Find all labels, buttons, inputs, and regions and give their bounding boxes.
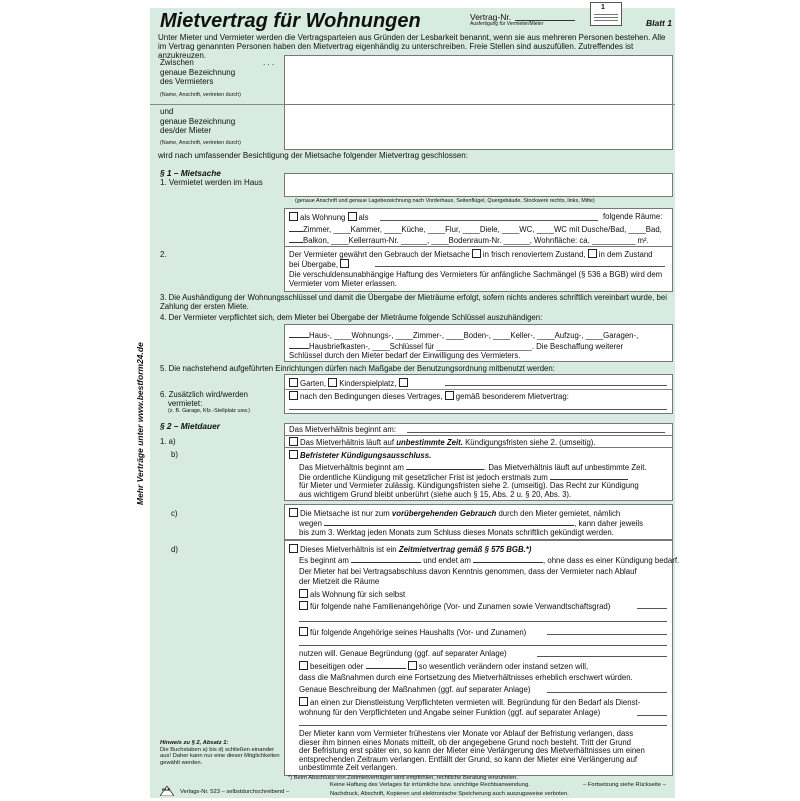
item-1-label: 1. Vermietet werden im Haus: [160, 178, 263, 187]
d-opt-1: als Wohnung für sich selbst: [299, 589, 405, 599]
zwischen-label: Zwischen: [160, 58, 194, 67]
keys-line-1: Haus-, ____Wohnungs-, ____Zimmer-, ____Boden-, ____Keller-, ____Aufzug-, ____Garagen-,: [289, 330, 638, 340]
d-beseitigen-checkbox[interactable]: [299, 661, 308, 670]
mieter-label-2: des/der Mieter: [160, 126, 212, 135]
option-a-checkbox[interactable]: [289, 437, 298, 446]
rooms-line-1: Zimmer, ____Kammer, ____Küche, ____Flur, ____Diele, ____WC, ____WC mit Dusche/Bad, ____Bad,: [289, 224, 662, 234]
zustand-checkbox[interactable]: [588, 249, 597, 258]
d-dienst-checkbox[interactable]: [299, 697, 308, 706]
address-field[interactable]: [284, 173, 673, 197]
ausfertigung-note: Ausfertigung für Vermieter/Mieter: [470, 21, 544, 27]
d-opt-3: für folgende Angehörige seines Haushalts (Vor- und Zunamen): [299, 627, 526, 637]
option-d-checkbox[interactable]: [289, 544, 298, 553]
section-1-heading: § 1 – Mietsache: [160, 168, 221, 178]
b-kuendigung-field[interactable]: [550, 472, 628, 480]
address-hint: (genaue Anschrift und genaue Lagebezeichnung nach Vorderhaus, Seitenflügel, Quergebäude, Stockwerk rechts, links, Mitte): [295, 198, 595, 204]
other-state-checkbox[interactable]: [340, 259, 349, 268]
keys-line-3: Schlüssel durch den Mieter bedarf der Einwilligung des Vermieters.: [289, 351, 521, 360]
item-2-label: 2.: [160, 250, 167, 259]
nachdruck-note: Nachdruck, Abschrift, Kopieren und elektronische Speicherung auch auszugsweise verboten.: [330, 791, 569, 797]
renoviert-checkbox[interactable]: [472, 249, 481, 258]
mieter-field[interactable]: [284, 104, 673, 150]
d-massnahmen: dass die Maßnahmen durch eine Fortsetzung des Mietverhältnisses erheblich erschwert würden.: [299, 673, 633, 682]
zusatz-field[interactable]: [289, 409, 667, 410]
als-checkbox[interactable]: [348, 212, 357, 221]
vermieter-hint: (Name, Anschrift, vertreten durch): [160, 92, 241, 98]
gebrauch-box: [284, 246, 673, 292]
d-opt-3-field[interactable]: [547, 634, 667, 635]
d-final-text: Der Mieter kann vom Vermieter frühestens vier Monate vor Ablauf der Befristung verlangen, dass dieser ihm binnen eines Monats mitteilt, ob der angegebene Grund noch besteht. Tritt der Grund der Befristung erst später ein, so kann der Mieter eine Verlängerung des Mietverhältnisses um einen entsprechenden Zeitraum verlangen. Entfällt der Grund, so kann der Mieter eine Verlängerung auf unbestimmte Zeit verlangen.: [299, 729, 645, 773]
option-b-line-3: für Mieter und Vermieter zulässig. Kündigungsfristen siehe 2. (umseitig). Das Recht zur Kündigung: [299, 481, 639, 490]
option-d-line-2: Es beginnt am und endet am , ohne dass es einer Kündigung bedarf.: [299, 556, 680, 565]
vermieter-label-1: genaue Bezeichnung: [160, 68, 236, 77]
page-title: Mietvertrag für Wohnungen: [160, 10, 421, 32]
kinderspielplatz-checkbox[interactable]: [328, 378, 337, 387]
d-nutzen-field[interactable]: [537, 656, 667, 657]
option-b-box: [284, 447, 673, 501]
vertrag-nr-label: Vertrag-Nr.: [470, 12, 512, 22]
garten-checkbox[interactable]: [289, 378, 298, 387]
einrichtung-field[interactable]: [445, 385, 667, 386]
d-dienst-field[interactable]: [637, 715, 667, 716]
d-dienst-1: an einen zur Dienstleistung Verpflichteten vermieten will. Begründung für den Bedarf als Dienst-: [299, 697, 640, 707]
option-d-line-3: Der Mieter hat bei Vertragsabschluss davon Kenntnis genommen, dass der Vermieter nach Ablauf: [299, 567, 637, 576]
item-6-hint: (z. B. Garage, Kfz.-Stellplatz usw.): [168, 408, 251, 414]
besonderem-checkbox[interactable]: [445, 391, 454, 400]
section-2-heading: § 2 – Mietdauer: [160, 421, 220, 431]
als-wohnung-checkbox[interactable]: [289, 212, 298, 221]
und-label: und: [160, 107, 174, 116]
d-end-field[interactable]: [473, 555, 543, 563]
mieter-hint: (Name, Anschrift, vertreten durch): [160, 140, 241, 146]
d-start-field[interactable]: [351, 555, 421, 563]
copy-tray-icon: 1: [590, 2, 622, 26]
fortsetzung-note: – Fortsetzung siehe Rückseite –: [583, 782, 666, 788]
option-a-line: Das Mietverhältnis läuft auf unbestimmte Zeit. Kündigungsfristen siehe 2. (umseitig).: [289, 437, 596, 447]
beginnt-label: Das Mietverhältnis beginnt am:: [289, 425, 397, 434]
beginn-field[interactable]: [407, 432, 665, 433]
option-d-box: [284, 540, 680, 776]
d-opt-2-field[interactable]: [637, 608, 667, 609]
keys-line-2: Hausbriefkasten-, ____Schlüssel für ______________________. Die Beschaffung weiterer: [289, 341, 623, 351]
option-d-line-1: Dieses Mietverhältnis ist ein Zeitmietvertrag gemäß § 575 BGB.*): [289, 544, 531, 554]
item-6-label-2: vermietet:: [168, 399, 203, 408]
option-b-line-1: Das Mietverhältnis beginnt am . Das Mietverhältnis läuft auf unbestimmte Zeit.: [299, 463, 647, 472]
keys-box: [284, 324, 673, 362]
item-6-label-1: 6. Zusätzlich wird/werden: [160, 390, 248, 399]
d-dienst-2: wohnung für den Verpflichteten und Angabe seiner Funktion (ggf. auf separater Anlage): [299, 708, 601, 717]
d-opt-3-checkbox[interactable]: [299, 627, 308, 636]
d-veraendern-checkbox[interactable]: [408, 661, 417, 670]
option-c-line-3: bis zum 3. Werktag jeden Monats zum Schluss dieses Monats schriftlich gekündigt werden.: [299, 528, 614, 537]
verlag-nr: Verlags-Nr. 523 – selbstdurchschreibend –: [180, 789, 290, 795]
d-opt-2: für folgende nahe Familienangehörige (Vor- und Zunamen sowie Verwandtschaftsgrad): [299, 601, 610, 611]
item-4-text: 4. Der Vermieter verpflichtet sich, dem Mieter bei Übergabe der Mieträume folgende Schlüssel auszuhändigen:: [160, 313, 543, 322]
d-opt-2-field-2[interactable]: [299, 621, 667, 622]
side-text: Mehr Verträge unter www.bestform24.de: [135, 342, 145, 505]
b-start-field[interactable]: [406, 462, 484, 470]
als-field[interactable]: [380, 220, 598, 221]
conclusion-text: wird nach umfassender Besichtigung der Mietsache folgender Mietvertrag geschlossen:: [158, 151, 468, 160]
option-c-checkbox[interactable]: [289, 508, 298, 517]
item-3-text: 3. Die Aushändigung der Wohnungsschlüssel und damit die Übergabe der Mieträume erfolgt, sofern nichts anderes schriftlich vereinbart wurde, bei Zahlung der ersten Miete.: [160, 293, 667, 311]
einrichtungen-box: [284, 374, 673, 414]
rooms-line-2: Balkon, ____Kellerraum-Nr. ______, ____Bodenraum-Nr. ______, Wohnfläche: ca. __________ m².: [289, 235, 649, 245]
uebergabe-field[interactable]: [375, 266, 665, 267]
dots: . . .: [263, 58, 275, 67]
intro-text: Unter Mieter und Vermieter werden die Vertragsparteien aus Gründen der Lesbarkeit benannt, wenn sie aus mehreren Personen bestehen. Alle im Vertrag genannten Personen haben den Mietvertrag eigenhändig zu unterschreiben. Freie Stellen sind auszufüllen. Zutreffendes ist anzukreuzen.: [158, 33, 666, 61]
hinweis-note: Hinweis zu § 2, Absatz 1: Die Buchstaben a) bis d) schließen einander aus! Daher kann nur eine dieser Möglichkeiten gewählt werden.: [160, 740, 280, 766]
mieter-label-1: genaue Bezeichnung: [160, 117, 236, 126]
vermieter-field[interactable]: [284, 55, 673, 105]
a-label: 1. a): [160, 437, 176, 446]
d-nutzen: nutzen will. Genaue Begründung (ggf. auf separater Anlage): [299, 649, 507, 658]
d-dienst-field-2[interactable]: [299, 725, 667, 726]
folgende-raeume-label: folgende Räume:: [603, 212, 663, 221]
haftung-text: Die verschuldensunabhängige Haftung des Vermieters für anfängliche Sachmängel (§ 536 a BGB) wird dem Vermieter vom Mieter erlassen.: [289, 270, 663, 288]
option-b-checkbox[interactable]: [289, 450, 298, 459]
option-b-line-2: Die ordentliche Kündigung mit gesetzlicher Frist ist jedoch erstmals zum: [299, 472, 628, 482]
option-c-box: [284, 504, 673, 540]
uebergabe-line: bei Übergabe,: [289, 259, 351, 269]
footnote: *) Beim Abschluss von Zeitmietverträgen wird empfohlen, rechtliche Beratung einzuholen.: [288, 775, 518, 781]
d-opt-3-field-2[interactable]: [299, 645, 667, 646]
haftung-note: Keine Haftung des Verlages für irrtümliche bzw. unrichtige Rechtsanwendung.: [330, 782, 530, 788]
einrichtungen-line: Garten, Kinderspielplatz,: [289, 378, 410, 388]
d-opt-2-checkbox[interactable]: [299, 601, 308, 610]
option-c-line-2: wegen , kann daher jeweils: [299, 519, 644, 528]
als-wohnung-row: als Wohnung als: [289, 212, 369, 222]
d-beschreibung-field[interactable]: [547, 692, 667, 693]
rnk-logo: RNK: [160, 783, 174, 793]
option-c-line-1: Die Mietsache ist nur zum vorübergehenden Gebrauch durch den Mieter gemietet, nämlich: [289, 508, 620, 518]
rooms-box: [284, 208, 673, 248]
zusatz-line: nach den Bedingungen dieses Vertrages, gemäß besonderem Mietvertrag:: [289, 391, 569, 401]
bedingungen-checkbox[interactable]: [289, 391, 298, 400]
other-einrichtung-checkbox[interactable]: [399, 378, 408, 387]
gebrauch-line: Der Vermieter gewährt den Gebrauch der Mietsache in frisch renoviertem Zustand, in dem Zustand: [289, 250, 653, 259]
c-reason-field[interactable]: [324, 518, 574, 526]
option-b-heading: Befristeter Kündigungsausschluss.: [289, 450, 431, 460]
option-b-line-4: aus wichtigem Grund bleibt unberührt (siehe auch § 15, Abs. 2 u. § 20, Abs. 3).: [299, 490, 572, 499]
option-d-line-4: der Mietzeit die Räume: [299, 577, 380, 586]
d-opt-1-checkbox[interactable]: [299, 589, 308, 598]
sheet-number: Blatt 1: [646, 18, 672, 28]
c-label: c): [171, 509, 178, 518]
item-5-text: 5. Die nachstehend aufgeführten Einrichtungen dürfen nach Maßgabe der Benutzungsordnung mitbenutzt werden:: [160, 364, 555, 373]
d-beseitigen-line: beseitigen oder so wesentlich verändern oder instand setzen will,: [299, 661, 588, 671]
d-label: d): [171, 545, 178, 554]
b-label: b): [171, 450, 178, 459]
d-beschreibung: Genaue Beschreibung der Maßnahmen (ggf. auf separater Anlage): [299, 685, 531, 694]
vermieter-label-2: des Vermieters: [160, 77, 214, 86]
